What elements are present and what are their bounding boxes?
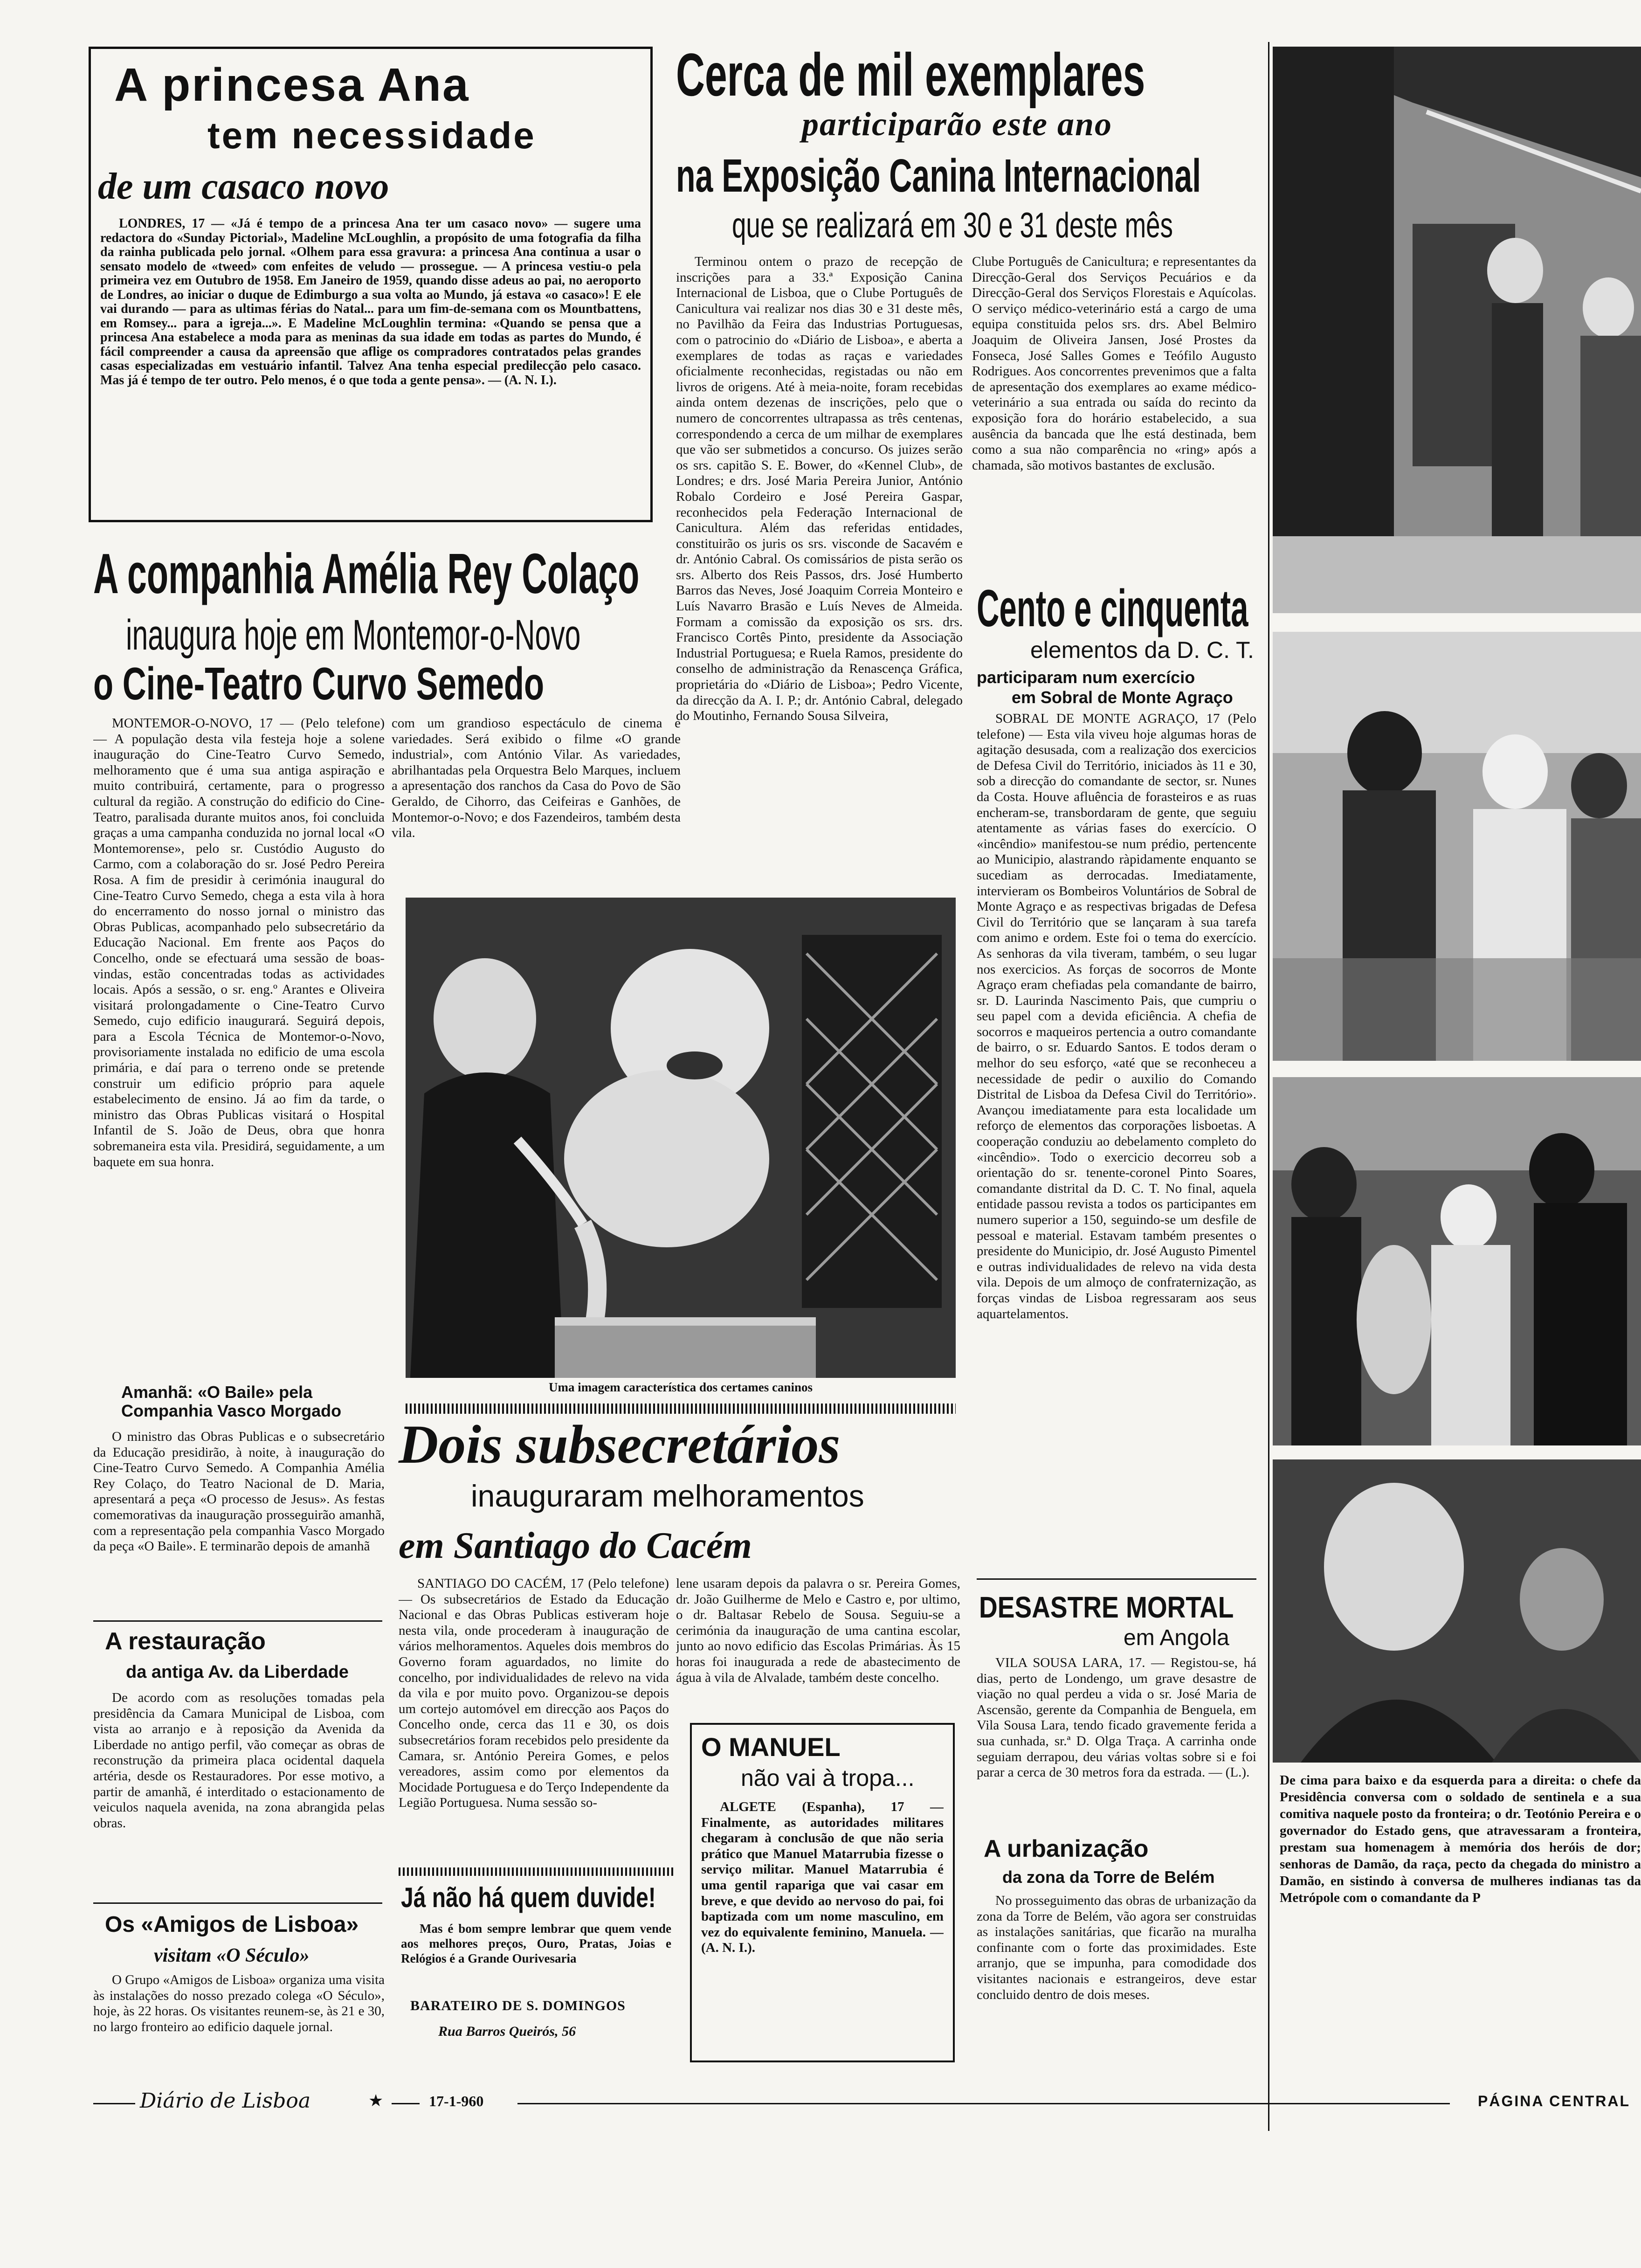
desastre-headline-1: DESASTRE MORTAL — [979, 1590, 1234, 1624]
amelia-headline-1: A companhia Amélia Rey Colaço — [93, 542, 640, 605]
border-post-photo — [1273, 47, 1641, 613]
footer-rule-mid — [392, 2103, 420, 2104]
dog-show-photo-art — [406, 898, 956, 1378]
amelia-headline-3: o Cine-Teatro Curvo Semedo — [93, 658, 545, 709]
desastre-headline-2: em Angola — [1124, 1625, 1229, 1650]
hatched-divider — [406, 1404, 956, 1414]
amigos-headline-2: visitam «O Século» — [154, 1945, 310, 1966]
princesa-headline-2: tem necessidade — [207, 115, 536, 156]
dois-headline-2: inauguraram melhoramentos — [471, 1479, 864, 1513]
dois-headline-3: em Santiago do Cacém — [399, 1525, 752, 1566]
amelia-col3: O ministro das Obras Publicas e o subsecretário da Educação presidirão, à noite, à inauguração do Cine-Teatro Curvo Semedo. A Companhia Amélia Rey Colaço, do Teatro Nacional de D. Maria, apresentará a peça «O processo de Jesus». As festas comemorativas da inauguração prosseguirão amanhã, com a representação pela companhia Vasco Morgado da peça «O Baile». E terminarão depois de amanhã — [93, 1429, 385, 1554]
amigos-body: O Grupo «Amigos de Lisboa» organiza uma visita às instalações do nosso prezado colega «O Século», hoje, às 22 horas. Os visitantes reunem-se, às 21 e 30, no largo fronteiro ao edificio daquele jornal. — [93, 1972, 385, 2034]
footer-page-label: PÁGINA CENTRAL — [1478, 2093, 1631, 2109]
urbanizacao-headline-2: da zona da Torre de Belém — [1002, 1867, 1215, 1887]
amelia-col1: MONTEMOR-O-NOVO, 17 — (Pelo telefone) — A população desta vila festeja hoje a solene inauguração do Cine-Teatro Curvo Semedo, melhoramento que é uma sua antiga aspiração e muito contribuirá, certamente, para o progresso cultural da região. A construção do edificio do Cine-Teatro, paralisada durante muitos anos, foi concluida graças a uma campanha conduzida no jornal local «O Montemorense», pelo sr. Custódio Augusto do Carmo, com a colaboração do sr. José Pedro Pereira Rosa. A fim de presidir à cerimónia inaugural do Cine-Teatro Curvo Semedo, chega a esta vila à hora do encerramento do nosso jornal o ministro das Obras Publicas, acompanhado pelo subsecretário da Educação Nacional. Em frente aos Paços do Concelho, onde se efectuará uma sessão de boas-vindas, estão concentradas todas as actividades locais. Após a sessão, o sr. eng.º Arantes e Oliveira visitará prolongadamente o Cine-Teatro Curvo Semedo, cujo edificio inaugurará. Seguirá depois, para a Escola Técnica de Montemor-o-Novo, provisoriamente instalada no edificio de uma escola primária, e daí para o terreno onde se pretende construir um edificio próprio para aquele estabelecimento de ensino. Já ao fim da tarde, o ministro das Obras Publicas visitará o Hospital Infantil de S. João de Deus, obra que honra sobremaneira esta vila. Presidirá, seguidamente, a um baquete em sua honra. — [93, 716, 385, 1169]
princesa-body: LONDRES, 17 — «Já é tempo de a princesa Ana ter um casaco novo» — sugere uma redactora do «Sunday Pictorial», Madeline McLoughlin, a propósito de uma fotografia da filha da rainha publicada pelo jornal. «Olhem para essa gravura: a princesa Ana continua a usar o sensato modelo de «tweed» com enfeites de veludo — prossegue. — A princesa vestiu-o pela primeira vez em Outubro de 1958. Em Janeiro de 1959, quando disse adeus ao pai, no aeroporto de Londres, ao iniciar o duque de Edimburgo a sua volta ao Mundo, já estava «o casaco»! E ele vai durando — para as ultimas férias do Natal... para um fim-de-semana com os Mountbattens, em Romsey... para a igreja...». E Madeline McLoughlin termina: «Quando se pensa que a princesa Ana estabelece a moda para as meninas da sua idade em todas as partes do Mundo, é fácil compreender a causa da apreensão que aflige os compradores contratados pelas grandes casas especializadas em vestuário infantil. Talvez Ana tenha especial predilecção pelo casaco. Mas já é tempo de ter outro. Pelo menos, é o que toda a gente pensa». — (A. N. I.). — [100, 217, 641, 387]
restauracao-headline-2: da antiga Av. da Liberdade — [126, 1662, 349, 1682]
footer-rule-right — [517, 2103, 1450, 2104]
manuel-box — [690, 1723, 955, 2062]
manuel-headline-1: O MANUEL — [701, 1732, 841, 1762]
manuel-headline-2: não vai à tropa... — [741, 1765, 915, 1791]
footer-paper-name: Diário de Lisboa — [140, 2089, 311, 2113]
desastre-body: VILA SOUSA LARA, 17. — Registou-se, há dias, perto de Londengo, um grave desastre de viação no qual perdeu a vida o sr. José Maria de Ascensão, gerente da Companhia de Benguela, em Vila Sousa Lara, tendo ficado gravemente ferida a sua cunhada, sr.ª D. Olga Traça. A carrinha onde seguiam derrapou, deu várias voltas sobre si e foi parar a cerca de 30 metros fora da estrada. — (L.). — [977, 1655, 1256, 1780]
officials-photo-art — [1273, 632, 1641, 1061]
manuel-body: ALGETE (Espanha), 17 — Finalmente, as autoridades militares chegaram à conclusão de que não seria prático que Manuel Matarrubia fizesse o serviço militar. Manuel Matarrubia é uma gentil rapariga que vai casar em breve, e que devido ao nervoso do pai, foi baptizada com um nome masculino, em vez do equivalente feminino, Manuela. — (A. N. I.). — [701, 1799, 944, 1956]
princesa-box — [89, 47, 653, 522]
ad-business-name: BARATEIRO DE S. DOMINGOS — [410, 1998, 626, 2013]
amelia-headline-2: inaugura hoje em Montemor-o-Novo — [126, 611, 581, 659]
border-post-photo-art — [1273, 47, 1641, 613]
ad-body: Mas é bom sempre lembrar que quem vende aos melhores preços, Ouro, Pratas, Joias e Relógios é a Grande Ourivesaria — [401, 1922, 671, 1965]
footer-rule-left — [93, 2103, 135, 2104]
officials-photo — [1273, 632, 1641, 1061]
amelia-sub-1: Amanhã: «O Baile» pela — [121, 1383, 313, 1402]
women-photo — [1273, 1077, 1641, 1445]
portrait-photo — [1273, 1459, 1641, 1763]
women-photo-art — [1273, 1077, 1641, 1445]
footer-star-icon: ★ — [368, 2091, 384, 2110]
canina-headline-1: Cerca de mil exemplares — [676, 41, 1145, 109]
canina-headline-3: na Exposição Canina Internacional — [676, 150, 1201, 202]
urbanizacao-body: No prosseguimento das obras de urbanização da zona da Torre de Belém, vão agora ser construidas as instalações sanitárias, que ficarão na muralha confinante com o forte das proximidades. Este arranjo, que se impunha, para comodidade dos visitantes nacionais e estrangeiros, deve estar concluido dentro de dois meses. — [977, 1893, 1256, 2002]
canina-headline-2: participarão este ano — [802, 105, 1112, 143]
ad-address: Rua Barros Queirós, 56 — [438, 2024, 576, 2039]
canina-col1: Terminou ontem o prazo de recepção de inscrições para a 33.ª Exposição Canina Internacional de Lisboa, que o Clube Português de Canicultura vai realizar nos dias 30 e 31 deste mês, no Pavilhão da Feira das Industrias Portuguesas, com o patrocinio do «Diário de Lisboa», e aberta a exemplares de todas as raças e variedades oficialmente reconhecidas, registadas ou não em livros de origens. Até à meia-noite, foram recebidas ainda ontem dezenas de inscrições, pelo que o numero de concorrentes ultrapassa as três centenas, correspondendo a cerca de um milhar de exemplares que vão ser submetidos a concurso. Os juizes serão os srs. capitão S. E. Bower, do «Kennel Club», de Londres; e drs. José Maria Pereira Junior, António Robalo Cordeiro e José Pereira Gaspar, reconhecidos pela Federação Internacional de Canicultura. Além das referidas entidades, constituirão os juris os srs. visconde de Sacavém e dr. António Cabral. Os comissários de pista serão os srs. Alberto dos Reis Passos, drs. José Humberto Barros das Neves, José Joaquim Correia Monteiro e Luís Navarro Brasão e Luís Neves de Almeida. Formam a comissão da exposição os srs. drs. Francisco Cortês Pinto, presidente da Associação Industrial Portuguesa; e Ruela Ramos, presidente do conselho de administração da Renascença Gráfica, proprietária do «Diário de Lisboa»; Pedro Vicente, da direcção da A. I. P.; dr. António Cabral, delegado do Moutinho, Fernando Sousa Silveira, — [676, 254, 963, 724]
damao-caption: De cima para baixo e da esquerda para a direita: o chefe da Presidência conversa com o soldado de sentinela e a sua comitiva naquele posto da fronteira; o dr. Teotónio Pereira e o governador do Estado gens, que atravessaram a fronteira, prestam sua homenagem à memória dos heróis de dor; senhoras de Damão, da raça, pecto da chegada do ministro a Damão, en sistindo à conversa de mulheres indianas tas da Metrópole com o comandante da P — [1280, 1773, 1641, 1905]
amigos-headline-1: Os «Amigos de Lisboa» — [105, 1912, 359, 1937]
princesa-headline-3: de um casaco novo — [98, 166, 389, 207]
dog-photo-caption: Uma imagem característica dos certames caninos — [548, 1380, 813, 1394]
cento-headline-2: elementos da D. C. T. — [1030, 637, 1254, 663]
divider — [93, 1620, 382, 1622]
cento-headline-4: em Sobral de Monte Agraço — [1012, 688, 1233, 707]
divider — [93, 1902, 382, 1904]
footer-date: 17-1-960 — [429, 2093, 484, 2109]
cento-headline-1: Cento e cinquenta — [977, 579, 1248, 637]
restauracao-body: De acordo com as resoluções tomadas pela presidência da Camara Municipal de Lisboa, com vista ao arranjo e à reposição da Avenida da Liberdade no antigo perfil, vão começar as obras de reconstrução da primeira placa ocidental daquela artéria, desde os Restauradores. Por esse motivo, a partir de amanhã, é interditado o estacionamento de veiculos naquela avenida, na zona abrangida pelas obras. — [93, 1690, 385, 1831]
amelia-sub-2: Companhia Vasco Morgado — [121, 1401, 342, 1420]
cento-body: SOBRAL DE MONTE AGRAÇO, 17 (Pelo telefone) — Esta vila viveu hoje algumas horas de agitação desusada, com a realização dos exercicios de Defesa Civil do Território, iniciados às 11 e 30, sob a direcção do comandante de sector, sr. Nunes da Costa. Houve afluência de forasteiros e as ruas encheram-se, transbordaram de gente, que seguiu atentamente as várias fases do exercício. O «incêndio» manifestou-se num prédio, pertencente ao Municipio, alastrando ràpidamente enquanto se sucediam as derrocadas. Imediatamente, intervieram os Bombeiros Voluntários de Sobral de Monte Agraço e as respectivas brigadas de Defesa Civil do Território que se lançaram à sua tarefa com animo e ordem. Este foi o tema do exercício. As senhoras da vila tiveram, também, o seu lugar nos exercicios. As forças de socorros de Monte Agraço eram chefiadas pela comandante de bairro, sr. D. Laurinda Nascimento Pais, que cumpriu o seu papel com a devida eficiência. A chefia de socorros e maqueiros pertencia a outro comandante de bairro, o sr. Eduardo Santos. E todos deram o melhor do seu esforço, «até que se reconheceu a necessidade de pedir o auxilio do Comando Distrital de Lisboa da Defesa Civil do Território». Avançou imediatamente para esta localidade um reforço de elementos das corporações lisboetas. A cooperação conduziu ao debelamento completo do «incêndio». Todo o exercicio decorreu sob a orientação do sr. tenente-coronel Pinto Soares, comandante distrital da D. C. T. No final, aquela entidade passou revista a todos os participantes em numero superior a 150, seguindo-se um desfile de pessoal e material. Estavam também presentes o presidente do Municipio, dr. José Augusto Pimentel e outras individualidades de relevo na vida desta vila. Depois de um almoço de confraternização, as forças vindas de Lisboa regressaram aos seus aquartelamentos. — [977, 711, 1256, 1321]
urbanizacao-headline-1: A urbanização — [984, 1835, 1149, 1862]
hatched-divider — [399, 1867, 674, 1876]
portrait-photo-art — [1273, 1459, 1641, 1763]
column-rule — [1268, 42, 1269, 2131]
princesa-headline-1: A princesa Ana — [114, 59, 470, 111]
dois-headline-1: Dois subsecretários — [399, 1414, 841, 1475]
amelia-col2: com um grandioso espectáculo de cinema e variedades. Será exibido o filme «O grande industrial», com António Vilar. As variedades, abrilhantadas pela Orquestra Belo Marques, incluem a apresentação dos ranchos da Casa do Povo de São Geraldo, de Cihorro, das Ceifeiras e Ganhões, de Montemor-o-Novo; e dos Fazendeiros, também desta vila. — [392, 716, 681, 841]
ad-headline: Já não há quem duvide! — [401, 1882, 656, 1913]
restauracao-headline-1: A restauração — [105, 1628, 266, 1655]
dois-col2: lene usaram depois da palavra o sr. Pereira Gomes, dr. João Guilherme de Melo e Castro e, por ultimo, o dr. Baltasar Rebelo de Sousa. Seguiu-se a cerimónia da inauguração de uma cantina escolar, junto ao novo edificio das Escolas Primárias. Às 15 horas foi inaugurada a rede de abastecimento de água à vila de Alvalade, também deste concelho. — [676, 1576, 960, 1685]
dois-col1: SANTIAGO DO CACÉM, 17 (Pelo telefone) — Os subsecretários de Estado da Educação Nacional e das Obras Publicas estiveram hoje nesta vila, onde procederam à inauguração de vários melhoramentos. Aqueles dois membros do Governo foram aguardados, no limite do concelho, por individualidades de relevo na vida da vila e por muito povo. Organizou-se depois um cortejo automóvel em direcção aos Paços do Concelho onde, cerca das 11 e 30, os dois subsecretários foram recebidos pelo presidente da Camara, sr. António Pereira Gomes, e pelos vereadores, assim como por elementos da Mocidade Portuguesa e do Terço Independente da Legião Portuguesa. Numa sessão so- — [399, 1576, 669, 1811]
dog-show-photo — [406, 898, 956, 1378]
divider — [977, 1578, 1256, 1580]
canina-headline-4: que se realizará em 30 e 31 deste mês — [732, 206, 1173, 245]
cento-headline-3: participaram num exercício — [977, 668, 1195, 687]
canina-col2: Clube Português de Canicultura; e representantes da Direcção-Geral dos Serviços Pecuários e da Direcção-Geral dos Serviços Florestais e Aquícolas. O serviço médico-veterinário está a cargo de uma equipa constituida pelos srs. drs. Abel Belmiro Joaquim de Oliveira Jansen, José Prostes da Fonseca, José Salles Gomes e Teófilo Augusto Rodrigues. Aos concorrentes prevenimos que a falta de apresentação dos exemplares ao exame médico-veterinário a sua entrada ou saída do recinto da exposição fora do horário estabelecido, a sua ausência da bancada que lhe está destinada, bem como a sua não comparência no «ring» após a chamada, são motivos bastantes de exclusão. — [972, 254, 1256, 473]
